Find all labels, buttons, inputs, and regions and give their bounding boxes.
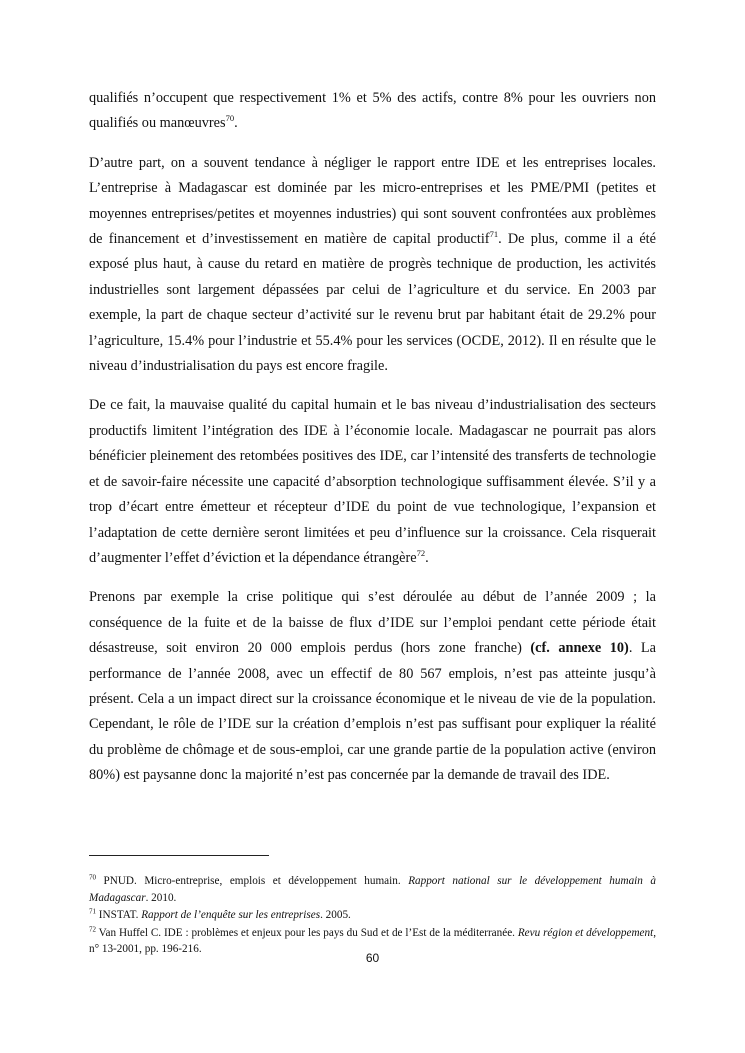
footnote-ref-70[interactable]: 70 (225, 113, 235, 124)
paragraph-2: D’autre part, on a souvent tendance à négliger le rapport entre IDE et les entreprises locales. L’entreprise à Madagascar est dominée par les micro-entreprises et les PME/PMI (petites et moyennes entreprises/petites et moyennes industries) qui sont souvent confrontées aux problèmes de financement et d’investissement en matière de capital productif$^{71}$. De plus, comme il a été exposé plus haut, à cause du retard en matière de progrès technique de production, les activités industrielles sont largement dépassées par celui de l’agriculture et du service. En 2003 par exemple, la part de chaque secteur d’activité sur le revenu brut par habitant était de 29.2% pour l’agriculture, 15.4% pour l’industrie et 55.4% pour les services (OCDE, 2012). Il en résulte que le niveau d’industrialisation du pays est encore fragile. (89, 154, 656, 375)
footnote-71: $^{71}$ INSTAT. Rapport de l’enquête sur les entreprises. 2005. (89, 907, 351, 921)
footnote-ref-71[interactable]: 71 (489, 229, 499, 240)
footnote-separator (89, 855, 269, 856)
footnote-70: $^{70}$ PNUD. Micro-entreprise, emplois et développement humain. Rapport national sur le développement humain à Madagascar. 2010. (89, 873, 656, 904)
annex-reference: (cf. annexe 10) (530, 640, 629, 657)
paragraph-4: Prenons par exemple la crise politique qui s’est déroulée au début de l’année 2009 ; la conséquence de la fuite et de la baisse de flux d’IDE sur l’emploi pendant cette période était désastreuse, soit environ 20 000 emplois perdus (hors zone franche) (cf. annexe 10). La performance de l’année 2008, avec un effectif de 80 567 emplois, n’est pas atteinte jusqu’à présent. Cela a un impact direct sur la croissance économique et le niveau de vie de la population. Cependant, le rôle de l’IDE sur la création d’emplois n’est pas suffisant pour expliquer la réalité du problème de chômage et de sous-emploi, car une grande partie de la population active (environ 80%) est paysanne donc la majorité n’est pas concernée par la demande de travail des IDE. (89, 589, 657, 784)
footnotes (89, 873, 656, 959)
main-text (89, 86, 656, 803)
footnote-72: $^{72}$ Van Huffel C. IDE : problèmes et enjeux pour les pays du Sud et de l’Est de la méditerranée. Revu région et développement, n° 13-2001, pp. 196-216. (89, 924, 657, 955)
footnote-ref-72[interactable]: 72 (416, 548, 426, 559)
page-number: 60 (365, 951, 380, 965)
paragraph-1: qualifiés n’occupent que respectivement 1% et 5% des actifs, contre 8% pour les ouvriers non qualifiés ou manœuvres$^{70}$. (89, 90, 656, 132)
paragraph-3: De ce fait, la mauvaise qualité du capital humain et le bas niveau d’industrialisation des secteurs productifs limitent l’intégration des IDE à l’économie locale. Madagascar ne pourrait pas alors bénéficier pleinement des retombées positives des IDE, car l’intensité des transferts de technologie et de savoir-faire nécessite une capacité d’absorption technologique suffisamment élevée. S’il y a trop d’écart entre émetteur et récepteur d’IDE du point de vue technologique, l’expansion et l’adaptation de cette dernière seront limitées et peu d’influence sur la croissance. Cela risquerait d’augmenter l’effet d’éviction et la dépendance étrangère$^{72}$. (89, 397, 656, 566)
